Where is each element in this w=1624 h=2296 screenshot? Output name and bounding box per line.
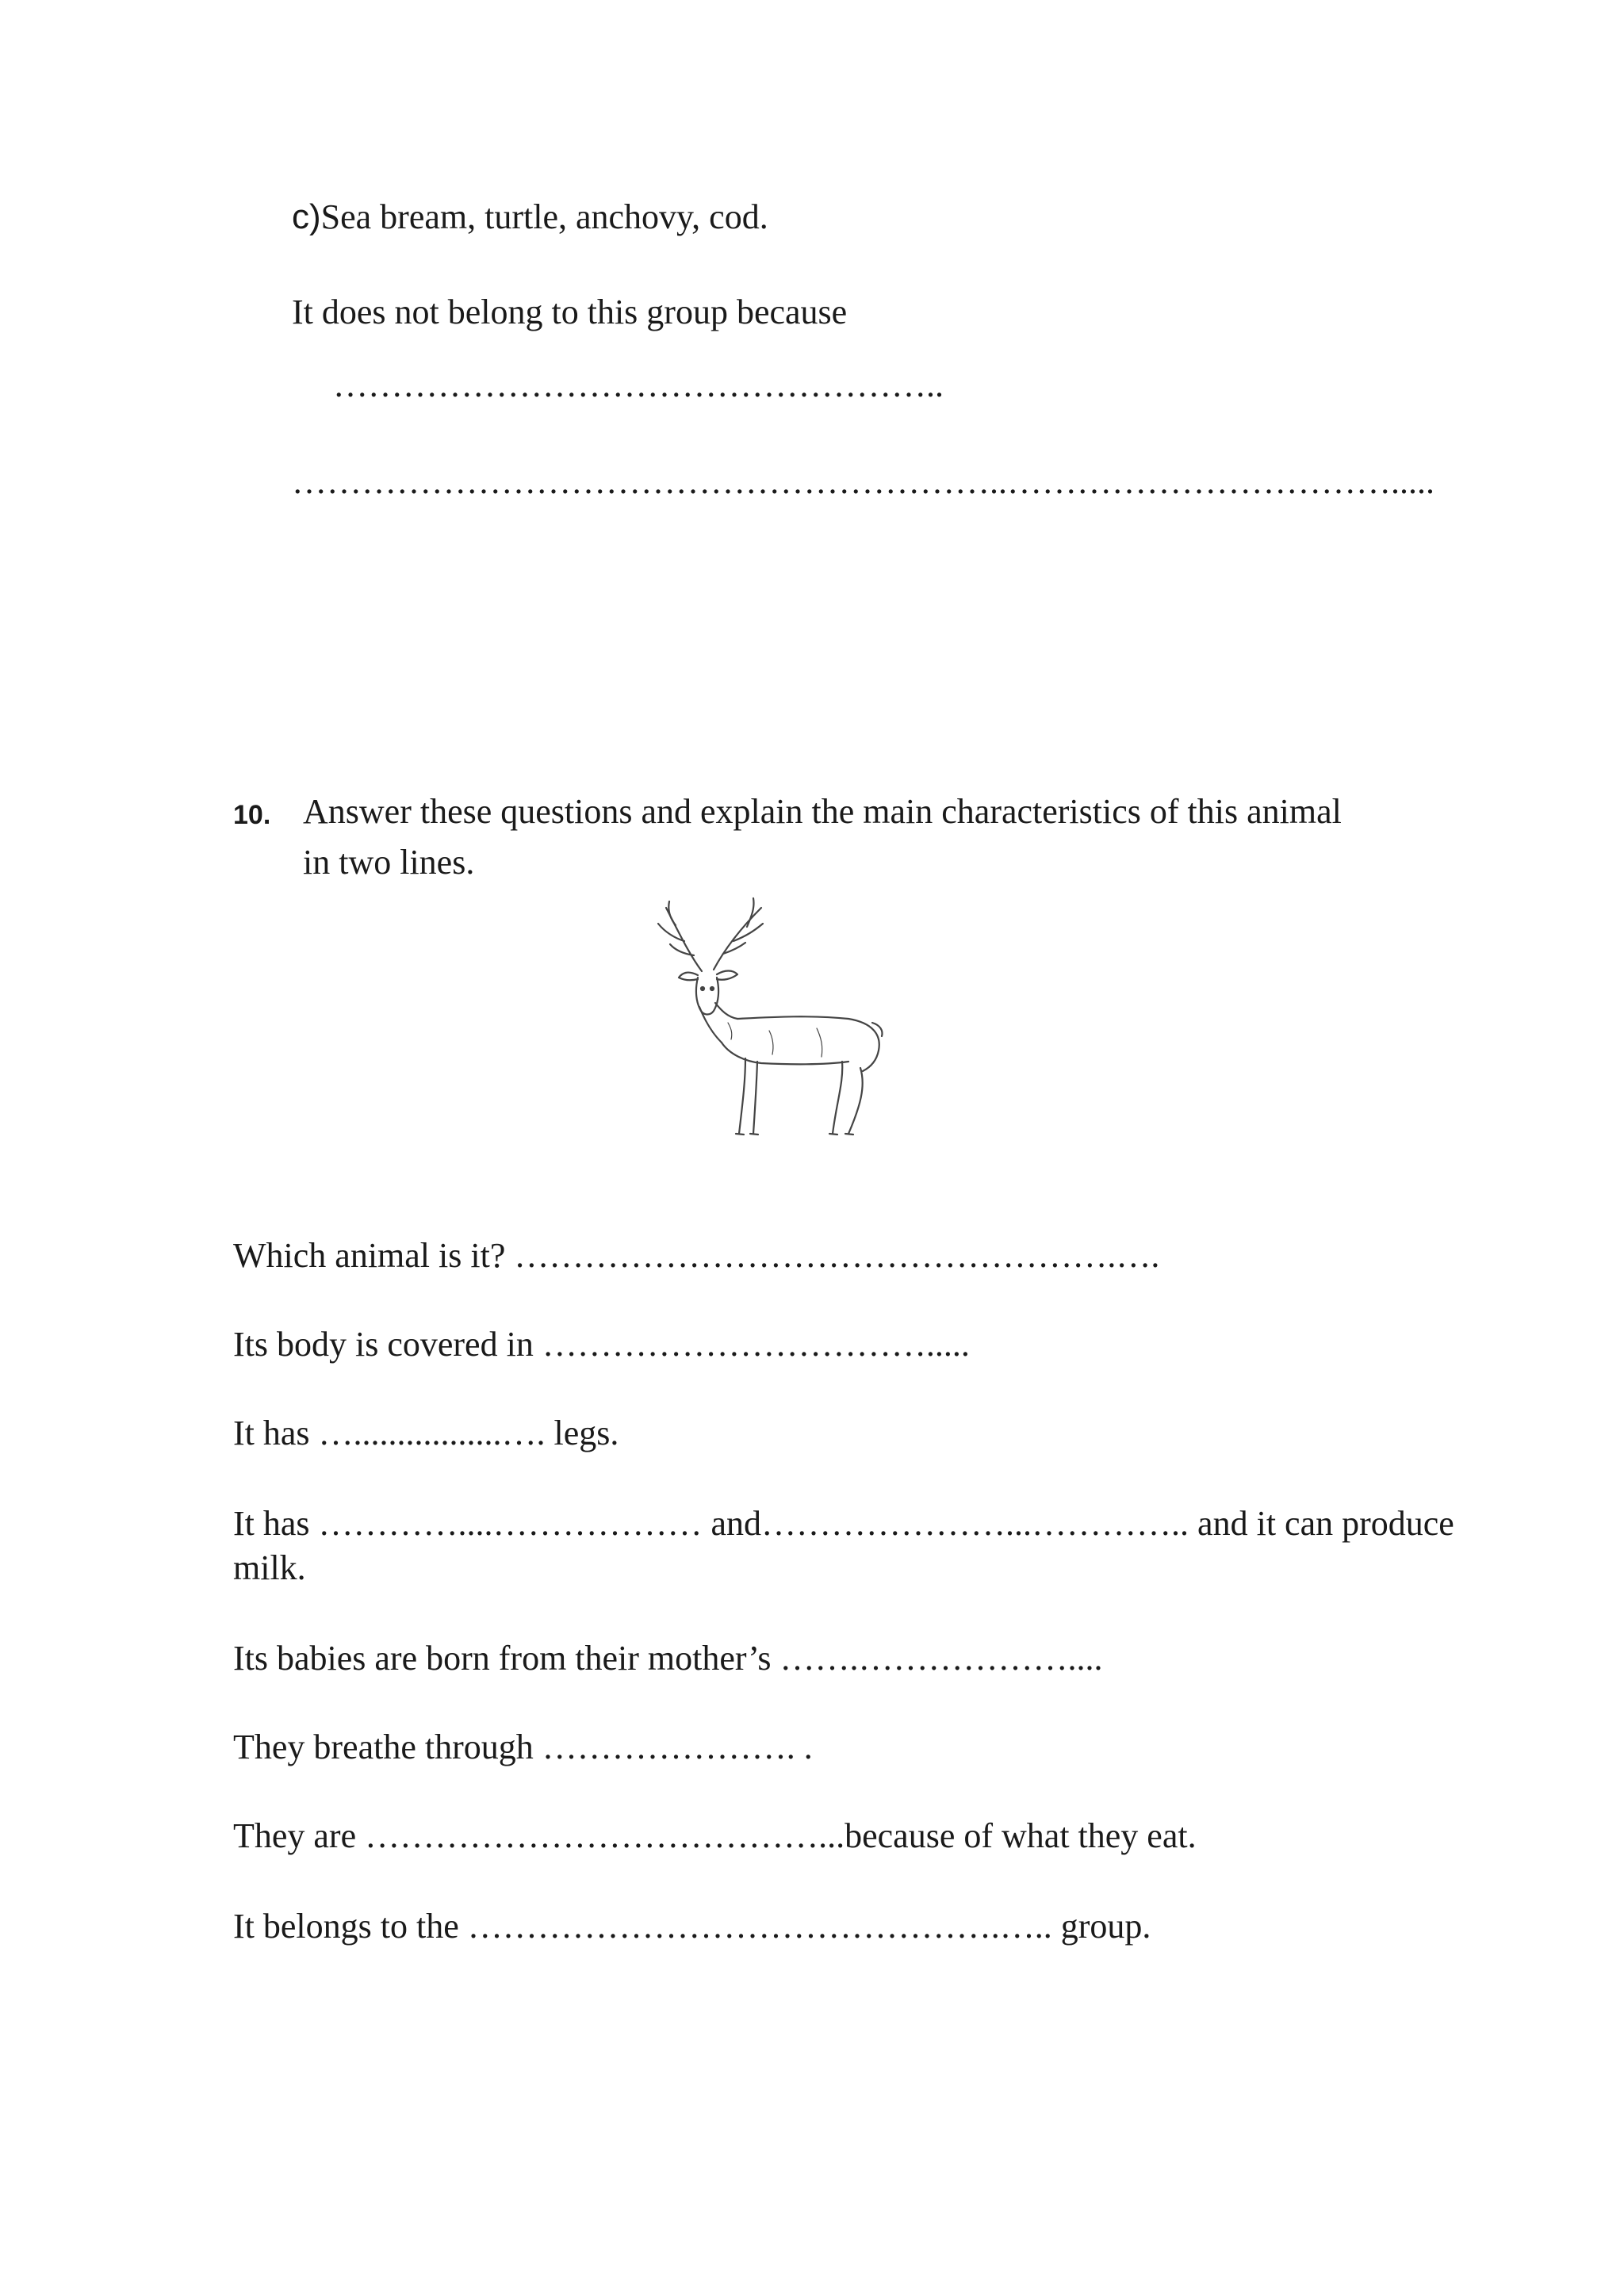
deer-illustration (634, 892, 904, 1146)
fill-in-breathe[interactable]: They breathe through …………………. . (233, 1728, 813, 1766)
fill-in-which-animal[interactable]: Which animal is it? …………………………………………….…. (233, 1236, 1160, 1275)
part-c-prompt: It does not belong to this group because (292, 293, 848, 331)
part-c-answer-line-2[interactable]: ……………………………………………………..……………………………..... (292, 462, 1434, 501)
fill-in-body-covered[interactable]: Its body is covered in ……………………………..... (233, 1325, 970, 1364)
part-c-text: Sea bream, turtle, anchovy, cod. (320, 197, 768, 236)
part-c-label: c) (292, 197, 321, 236)
part-c-answer-line-1[interactable]: …………………………………………….. (333, 365, 944, 404)
fill-in-babies-born[interactable]: Its babies are born from their mother’s …….……………….... (233, 1639, 1103, 1678)
fill-in-group[interactable]: It belongs to the ……………………………………….….. group. (233, 1907, 1151, 1946)
fill-in-legs[interactable]: It has ….................…. legs. (233, 1414, 619, 1452)
fill-in-has-and[interactable]: It has …………....……………… and…………………...………….. and it can produce (233, 1504, 1454, 1543)
part-c-heading (292, 195, 768, 239)
fill-in-they-are[interactable]: They are …………………………………...because of what they eat. (233, 1816, 1197, 1855)
question-number: 10. (233, 800, 271, 830)
fill-in-milk: milk. (233, 1548, 306, 1587)
question-text: Answer these questions and explain the main characteristics of this animal in two lines. (303, 792, 1342, 882)
